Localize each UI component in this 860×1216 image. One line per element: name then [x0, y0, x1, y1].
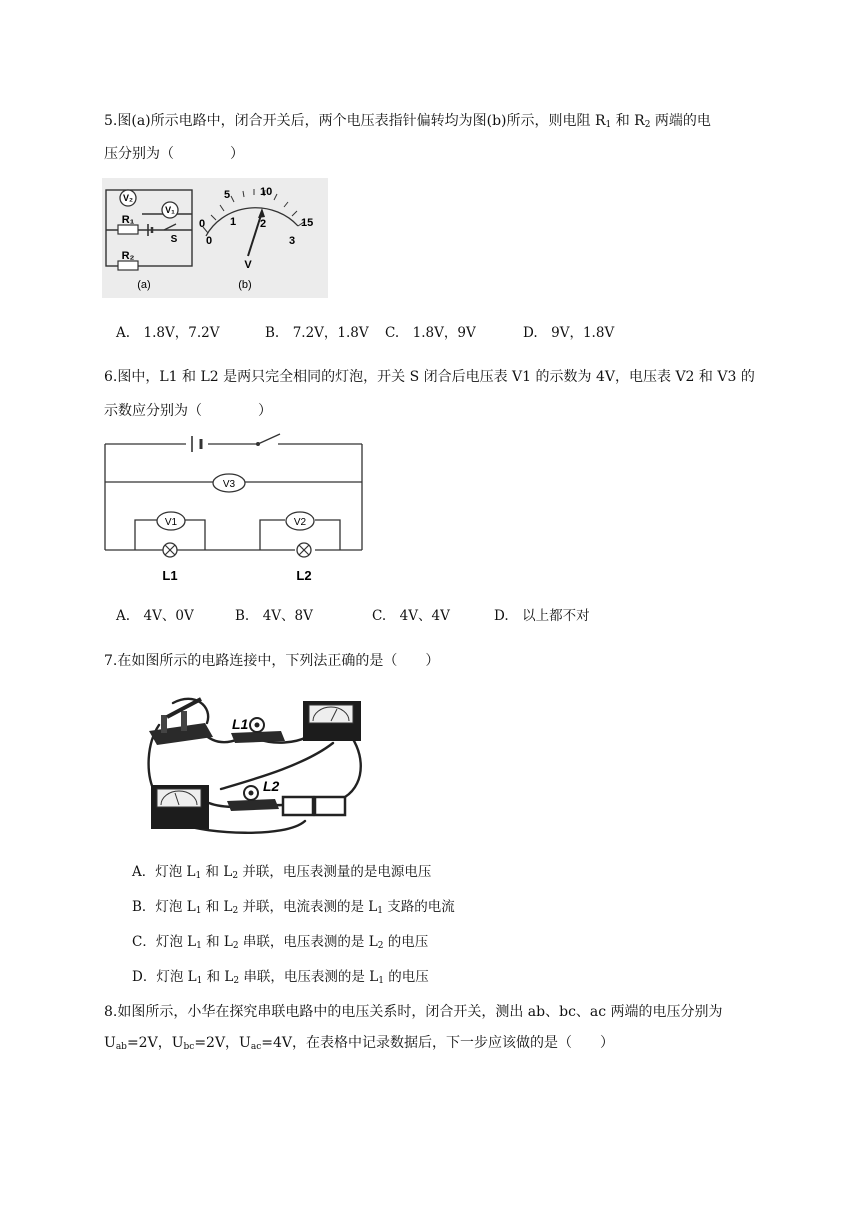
- v2-label: V₂: [122, 193, 134, 203]
- q6-stem-line2: 示数应分别为（ ）: [104, 403, 272, 419]
- v2-label: V2: [293, 517, 307, 528]
- scale-top-10: 10: [260, 186, 273, 198]
- scale-bottom-3: 3: [289, 235, 296, 247]
- scale-top-5: 5: [224, 189, 231, 201]
- switch-s: [258, 434, 280, 444]
- q5-option-a[interactable]: A. 1.8V，7.2V: [116, 325, 220, 341]
- r2-label: R₂: [121, 250, 135, 262]
- q7-option-b[interactable]: B．灯泡 $L_1$ 和 $L_2$ 并联，电流表测的是 $L_1$ 支路的电流: [132, 899, 455, 916]
- q6-option-b[interactable]: B. 4V、8V: [235, 608, 313, 624]
- q5-stem-line2: 压分别为（ ）: [104, 146, 244, 162]
- scale-bottom-1: 1: [230, 216, 237, 228]
- pointer-label: V: [244, 259, 252, 271]
- scale-bottom-2: 2: [260, 218, 267, 230]
- q7-figure: [145, 693, 370, 841]
- q5-figure: [102, 178, 328, 298]
- v3-label: V3: [222, 479, 236, 490]
- resistor-r2: [118, 261, 138, 270]
- lamp-l1: [163, 543, 177, 557]
- q6-option-a[interactable]: A. 4V、0V: [116, 608, 194, 624]
- q8-stem-line2: $U_{ab}=2V$，$U_{bc}=2V$，$U_{ac}=4V$，在表格中记录数据后，下一步应该做的是（ ）: [104, 1035, 615, 1052]
- q8-stem-line1: 8.如图所示，小华在探究串联电路中的电压关系时，闭合开关，测出 ab、bc、ac 两端的电压分别为: [104, 1004, 723, 1020]
- q7-option-c[interactable]: C．灯泡 $L_1$ 和 $L_2$ 串联，电压表测的是 $L_2$ 的电压: [132, 934, 429, 951]
- q5-option-c[interactable]: C. 1.8V，9V: [385, 325, 476, 341]
- v1-label: V₁: [165, 205, 175, 215]
- l2-label: L2: [296, 568, 312, 583]
- lamp-l2: [297, 543, 311, 557]
- s-label: S: [170, 234, 178, 245]
- q5-stem-line1: 5.图(a)所示电路中，闭合开关后，两个电压表指针偏转均为图(b)所示，则电阻 $R_1$ 和 $R_2$ 两端的电: [104, 113, 711, 130]
- battery-pack: [283, 797, 345, 815]
- caption-b: (b): [238, 279, 252, 291]
- q5-option-b[interactable]: B. 7.2V，1.8V: [265, 325, 369, 341]
- resistor-r1: [118, 225, 138, 234]
- q6-stem-line1: 6.图中，L1 和 L2 是两只完全相同的灯泡，开关 S 闭合后电压表 V1 的示数为 4V，电压表 V2 和 V3 的: [104, 369, 755, 385]
- q5-option-d[interactable]: D. 9V，1.8V: [523, 325, 615, 341]
- q6-option-d[interactable]: D. 以上都不对: [494, 608, 590, 624]
- l1-label: L1: [162, 568, 178, 583]
- l2-label: L2: [263, 778, 280, 794]
- q6-option-c[interactable]: C. 4V、4V: [372, 608, 450, 624]
- v1-label: V1: [164, 517, 178, 528]
- q7-option-a[interactable]: A．灯泡 $L_1$ 和 $L_2$ 并联，电压表测量的是电源电压: [132, 864, 432, 881]
- r1-label: R₁: [121, 214, 135, 226]
- meter-left: [151, 785, 209, 829]
- q6-figure: [100, 432, 370, 584]
- scale-bottom-0: 0: [206, 235, 213, 247]
- scale-top-15: 15: [301, 217, 314, 229]
- q7-option-d[interactable]: D．灯泡 $L_1$ 和 $L_2$ 串联，电压表测的是 $L_1$ 的电压: [132, 969, 429, 986]
- caption-a: (a): [137, 279, 151, 291]
- q7-stem: 7.在如图所示的电路连接中，下列法正确的是（ ）: [104, 653, 440, 669]
- scale-top-0: 0: [199, 218, 206, 230]
- l1-label: L1: [232, 716, 249, 732]
- meter-top: [303, 701, 361, 741]
